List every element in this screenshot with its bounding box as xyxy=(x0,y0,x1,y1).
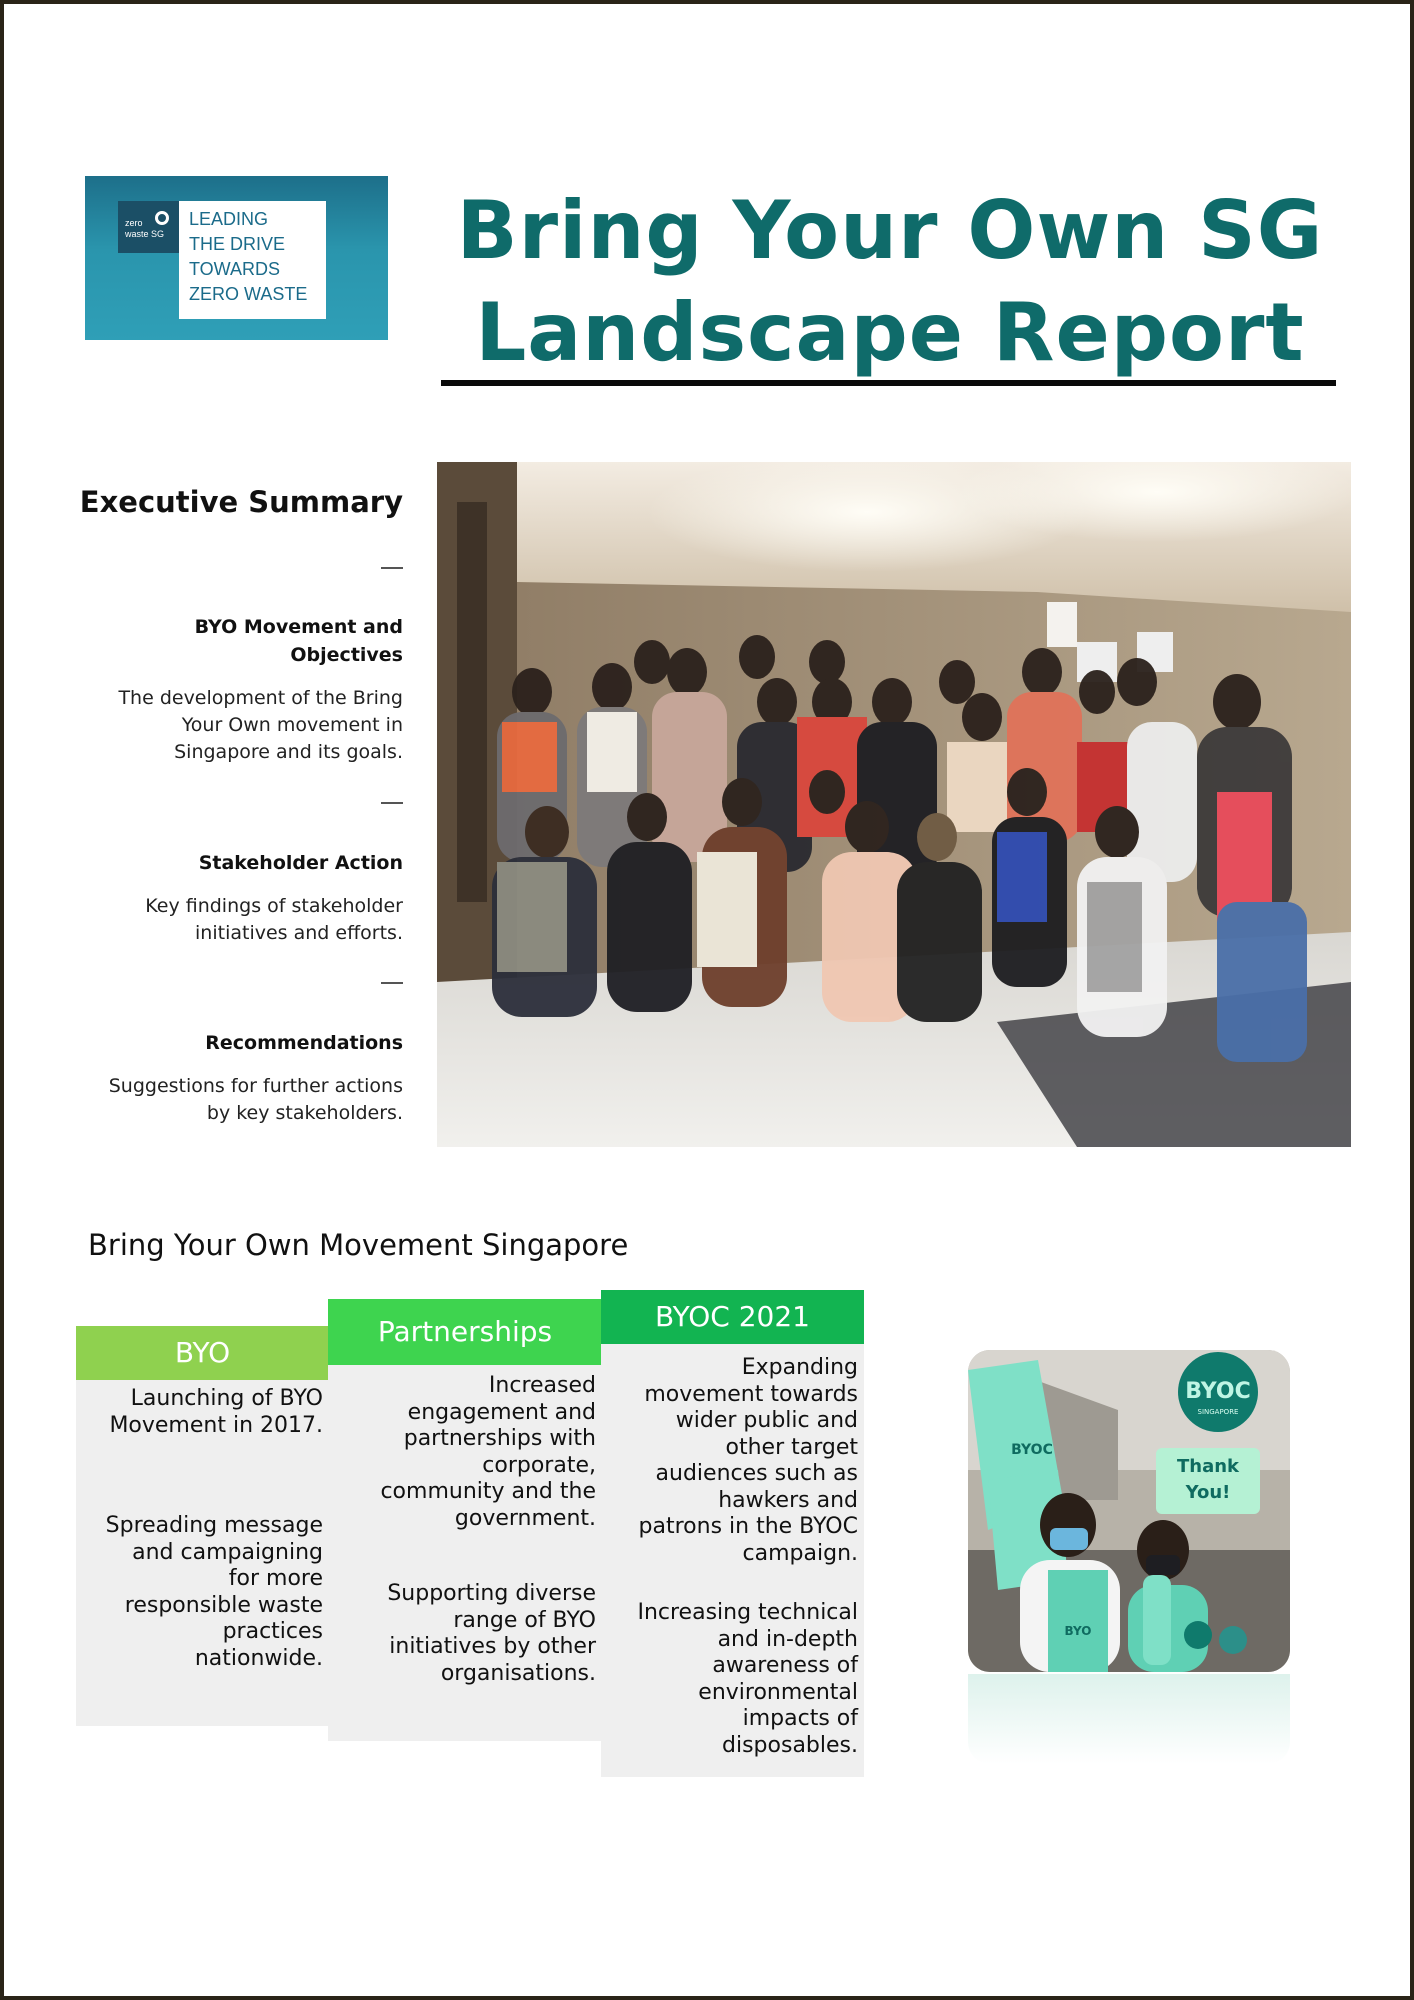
report-title xyxy=(440,180,1340,384)
column-item: Increased engagement and partnerships with corporate, community and the government. xyxy=(380,1373,596,1531)
group-photo xyxy=(437,462,1351,1147)
title-line2: Landscape Report xyxy=(475,286,1305,379)
logo-line: TOWARDS xyxy=(189,259,281,279)
title-line1: Bring Your Own SG xyxy=(456,184,1324,277)
timeline-column-byoc-2021 xyxy=(601,1290,864,1777)
column-item: Increasing technical and in-depth awareness of environmental impacts of disposables. xyxy=(637,1600,858,1758)
cup-text: BYOC xyxy=(1011,1442,1053,1458)
column-item: Launching of BYO Movement in 2017. xyxy=(109,1386,323,1438)
section-heading: Recommendations xyxy=(205,1032,403,1054)
byoc-badge-sub: SINGAPORE xyxy=(1197,1408,1239,1416)
logo-line: LEADING xyxy=(189,209,269,229)
byoc-campaign-photo xyxy=(968,1350,1290,1672)
column-item: Supporting diverse range of BYO initiatives by other organisations. xyxy=(387,1581,596,1686)
timeline-column-byo xyxy=(76,1326,329,1726)
byoc-badge-text: BYOC xyxy=(1185,1379,1251,1404)
recycle-icon xyxy=(155,211,169,225)
divider xyxy=(381,982,403,984)
badge-line1: zero xyxy=(125,218,143,228)
column-item: Spreading message and campaigning for more responsible waste practices nationwide. xyxy=(105,1513,323,1671)
timeline-column-partnerships xyxy=(328,1299,602,1741)
logo-line: THE DRIVE xyxy=(189,234,286,254)
logo-line: ZERO WASTE xyxy=(189,284,308,304)
badge-line2: waste SG xyxy=(125,229,165,239)
apron-text: BYO xyxy=(1064,1624,1092,1638)
logo-tagline-box xyxy=(179,201,326,319)
column-heading: BYOC 2021 xyxy=(601,1290,864,1344)
executive-summary-heading: Executive Summary xyxy=(79,485,403,519)
section-text: Key findings of stakeholder initiatives and efforts. xyxy=(145,895,403,944)
movement-title: Bring Your Own Movement Singapore xyxy=(88,1228,629,1262)
divider xyxy=(381,567,403,569)
column-heading: Partnerships xyxy=(328,1299,602,1365)
zero-waste-badge xyxy=(118,201,179,253)
section-text: The development of the Bring Your Own movement in Singapore and its goals. xyxy=(118,687,403,763)
thank-you-sign: Thank You! xyxy=(1176,1456,1240,1503)
photo-reflection xyxy=(968,1674,1290,1764)
section-text: Suggestions for further actions by key stakeholders. xyxy=(108,1075,403,1124)
divider xyxy=(381,802,403,804)
title-underline xyxy=(441,380,1336,386)
column-heading: BYO xyxy=(76,1326,329,1380)
zero-waste-sg-logo xyxy=(85,176,388,340)
column-item: Expanding movement towards wider public and other target audiences such as hawkers and patrons in the BYOC campaign. xyxy=(638,1355,858,1566)
section-heading: Stakeholder Action xyxy=(198,852,403,874)
executive-summary xyxy=(70,485,403,1145)
section-heading: BYO Movement and Objectives xyxy=(194,616,403,666)
